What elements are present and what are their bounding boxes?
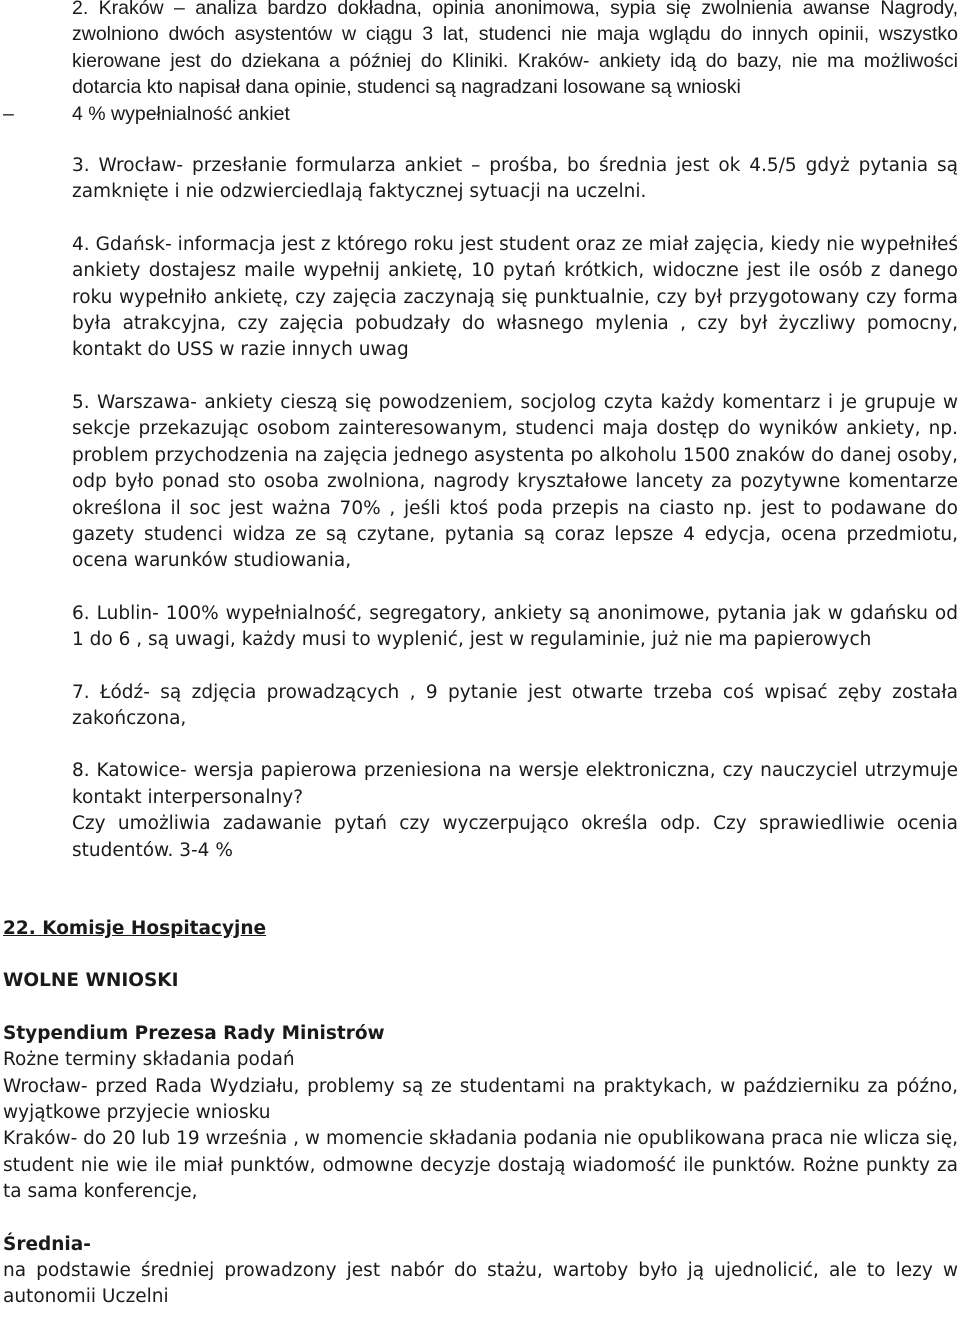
heading-komisje-hospitacyjne: 22. Komisje Hospitacyjne — [3, 917, 267, 939]
heading-stypendium: Stypendium Prezesa Rady Ministrów — [3, 1022, 385, 1044]
paragraph-warszawa: 5. Warszawa- ankiety cieszą się powodzeniem, socjolog czyta każdy komentarz i je grupuje w sekcje przekazując osobom zainteresowanym, studenci maja dostęp do wyników ankiety, np. problem przychodzenia na zajęcia jednego asystenta po alkoholu 1500 znaków do danej osoby, odp było ponad sto osoba zwolniona, nagrody kryształowe lancety za pozytywne komentarze określona il soc jest ważna 70% , jeśli ktoś poda przepis na ciasto np. jest to podawane do gazety studenci widza ze są czytane, pytania są coraz lepsze 4 edycja, ocena przedmiotu, ocena warunków studiowania, — [72, 391, 959, 572]
bullet-text: 4 % wypełnialność ankiet — [72, 102, 290, 125]
stypendium-krakow: Kraków- do 20 lub 19 września , w momencie składania podania nie opublikowana praca nie wlicza się, student nie wie ile miał punktów, odmowne decyzje dostają wiadomość ile punktów. Rożne punkty za ta sama konferencje, — [3, 1128, 958, 1203]
paragraph-katowice-1: 8. Katowice- wersja papierowa przeniesiona na wersje elektroniczna, czy nauczyciel utrzymuje kontakt interpersonalny? — [72, 760, 958, 808]
stypendium-line1: Rożne terminy składania podań — [3, 1049, 295, 1071]
heading-srednia: Średnia- — [3, 1233, 91, 1255]
paragraph-gdansk: 4. Gdańsk- informacja jest z którego roku jest student oraz ze miał zajęcia, kiedy nie wypełniłeś ankiety dostajesz maile wypełnij ankietę, 10 pytań krótkich, widoczne jest ile osób z danego roku wypełniło ankietę, czy zajęcia zaczynają się punktualnie, czy był przygotowany czy forma była atrakcyjna, czy zajęcia pobudzały do własnego mylenia , czy był życzliwy pomocny, kontakt do USS w razie innych uwag — [72, 233, 958, 361]
paragraph-wroclaw: 3. Wrocław- przesłanie formularza ankiet – prośba, bo średnia jest ok 4.5/5 gdyż pytania są zamknięte i nie odzwierciedlają faktycznej sytuacji na uczelni. — [72, 155, 958, 203]
bullet-dash: – — [3, 102, 14, 125]
paragraph-krakow-intro: 2. Kraków – analiza bardzo dokładna, opinia anonimowa, sypia się zwolnienia awanse Nagrody, zwolniono dwóch asystentów w ciągu 3 lat, studenci nie maja wglądu do innych opinii, wszystko kierowane jest do dziekana a później do Kliniki. Kraków- ankiety idą do bazy, nie ma możliwości dotarcia kto napisał dana opinie, studenci są nagradzani losowane są wnioski — [72, 0, 958, 99]
srednia-text: na podstawie średniej prowadzony jest nabór do stażu, wartoby było ją ujednolicić, ale to lezy w autonomii Uczelni — [3, 1260, 958, 1308]
paragraph-lodz: 7. Łódź- są zdjęcia prowadzących , 9 pytanie jest otwarte trzeba coś wpisać zęby została zakończona, — [72, 681, 958, 729]
heading-wolne-wnioski: WOLNE WNIOSKI — [3, 970, 179, 992]
stypendium-wroclaw: Wrocław- przed Rada Wydziału, problemy są ze studentami na praktykach, w październiku za późno, wyjątkowe przyjecie wniosku — [3, 1075, 958, 1123]
bullet-item — [0, 101, 960, 127]
paragraph-katowice-2: Czy umożliwia zadawanie pytań czy wyczerpująco określa odp. Czy sprawiedliwie ocenia studentów. 3-4 % — [72, 813, 958, 861]
paragraph-lublin: 6. Lublin- 100% wypełnialność, segregatory, ankiety są anonimowe, pytania jak w gdańsku od 1 do 6 , są uwagi, każdy musi to wyplenić, jest w regulaminie, już nie ma papierowych — [72, 602, 958, 651]
